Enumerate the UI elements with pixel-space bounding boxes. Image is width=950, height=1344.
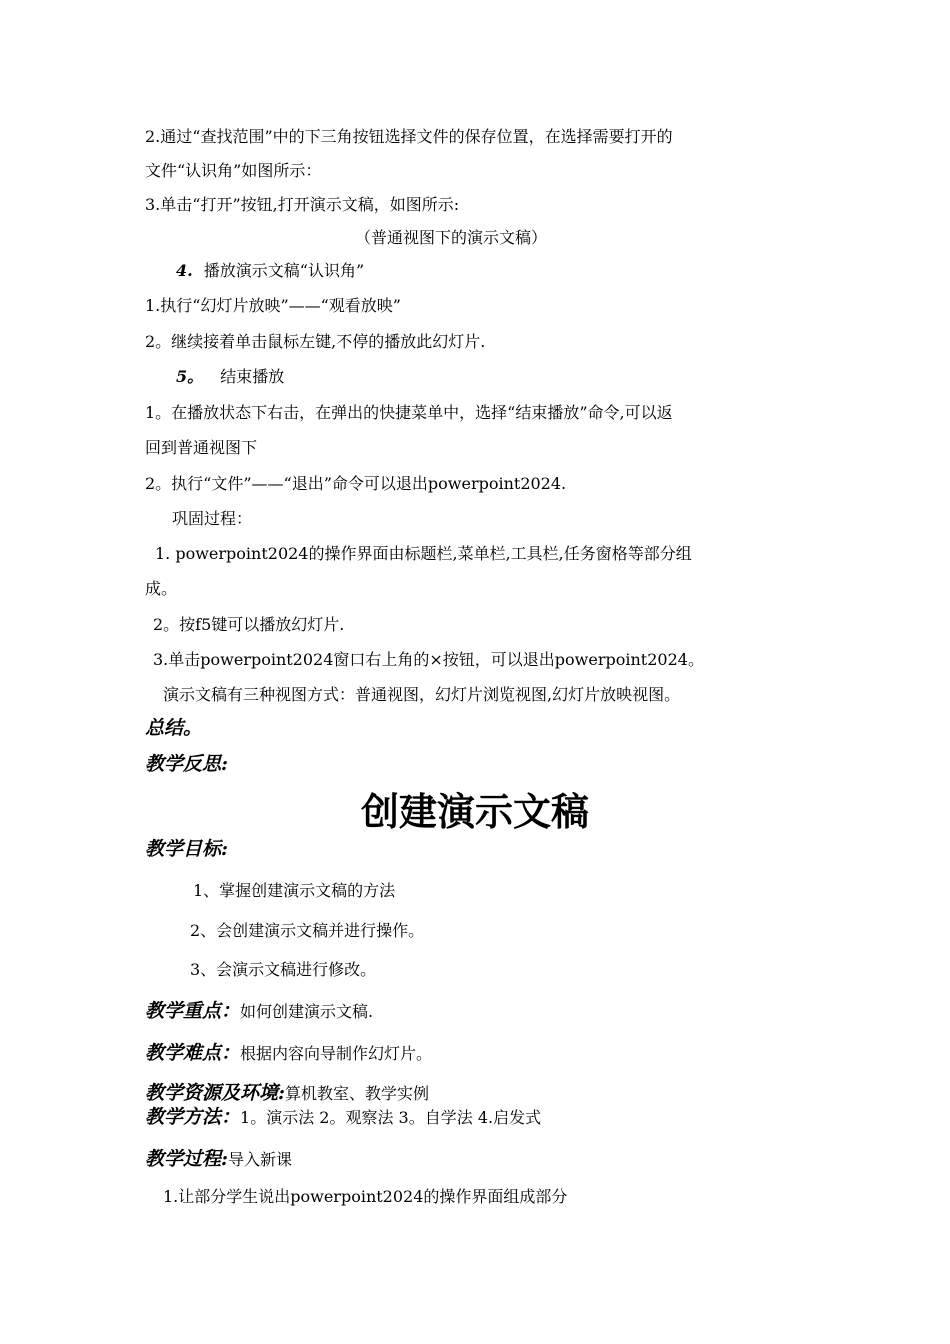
paragraph-line: 巩固过程： bbox=[172, 509, 253, 528]
method-label: 教学方法： bbox=[145, 1106, 241, 1128]
paragraph-line: 2。执行“文件”——“退出”命令可以退出powerpoint2024. bbox=[145, 474, 567, 493]
paragraph-line: 1.执行“幻灯片放映”——“观看放映” bbox=[145, 296, 401, 315]
key-point-text: 如何创建演示文稿. bbox=[240, 1002, 374, 1021]
difficulty-text: 根据内容向导制作幻灯片。 bbox=[240, 1044, 433, 1063]
resources-row bbox=[145, 1082, 429, 1105]
key-point-label: 教学重点： bbox=[145, 1000, 241, 1022]
process-item: 1.让部分学生说出powerpoint2024的操作界面组成部分 bbox=[163, 1187, 568, 1206]
heading-number: 4. bbox=[176, 261, 193, 280]
process-row bbox=[145, 1148, 292, 1171]
paragraph-line: 文件“认识角”如图所示： bbox=[145, 161, 322, 180]
resources-text: 算机教室、教学实例 bbox=[285, 1084, 430, 1103]
heading-text: 结束播放 bbox=[220, 367, 285, 386]
heading-text: 播放演示文稿“认识角” bbox=[203, 261, 365, 280]
process-label: 教学过程: bbox=[145, 1148, 229, 1170]
goal-label: 教学目标: bbox=[145, 838, 229, 860]
goal-item: 2、会创建演示文稿并进行操作。 bbox=[190, 921, 425, 940]
key-point-row bbox=[145, 1000, 373, 1023]
figure-caption: （普通视图下的演示文稿） bbox=[355, 228, 548, 247]
difficulty-row bbox=[145, 1042, 432, 1065]
resources-label: 教学资源及环境: bbox=[145, 1082, 286, 1104]
paragraph-line: 3.单击powerpoint2024窗口右上角的×按钮，可以退出powerpoint2024。 bbox=[153, 650, 704, 669]
paragraph-line: 成。 bbox=[145, 579, 178, 598]
paragraph-line: 1. powerpoint2024的操作界面由标题栏,菜单栏,工具栏,任务窗格等部分组 bbox=[155, 544, 692, 563]
paragraph-line: 2。继续接着单击鼠标左键,不停的播放此幻灯片. bbox=[145, 332, 486, 351]
paragraph-line: 3.单击“打开”按钮,打开演示文稿，如图所示: bbox=[145, 195, 460, 214]
difficulty-label: 教学难点： bbox=[145, 1042, 241, 1064]
section-heading-5 bbox=[176, 366, 284, 388]
reflection-heading: 教学反思: bbox=[145, 753, 229, 775]
lesson-title: 创建演示文稿 bbox=[360, 790, 589, 834]
goal-item: 3、会演示文稿进行修改。 bbox=[190, 960, 377, 979]
paragraph-line: 2。按f5键可以播放幻灯片. bbox=[153, 615, 345, 634]
method-row bbox=[145, 1106, 541, 1129]
method-text: 1。演示法 2。观察法 3。自学法 4.启发式 bbox=[240, 1108, 542, 1127]
summary-heading: 总结。 bbox=[145, 717, 203, 739]
heading-number: 5。 bbox=[176, 367, 204, 386]
paragraph-line: 1。在播放状态下右击，在弹出的快捷菜单中，选择“结束播放”命令,可以返 bbox=[145, 403, 673, 422]
process-text: 导入新课 bbox=[228, 1150, 293, 1169]
section-heading-4 bbox=[176, 260, 364, 282]
paragraph-line: 2.通过“查找范围”中的下三角按钮选择文件的保存位置，在选择需要打开的 bbox=[145, 127, 673, 146]
paragraph-line: 回到普通视图下 bbox=[145, 438, 258, 457]
paragraph-line: 演示文稿有三种视图方式：普通视图，幻灯片浏览视图,幻灯片放映视图。 bbox=[163, 685, 681, 704]
goal-item: 1、掌握创建演示文稿的方法 bbox=[193, 881, 396, 900]
